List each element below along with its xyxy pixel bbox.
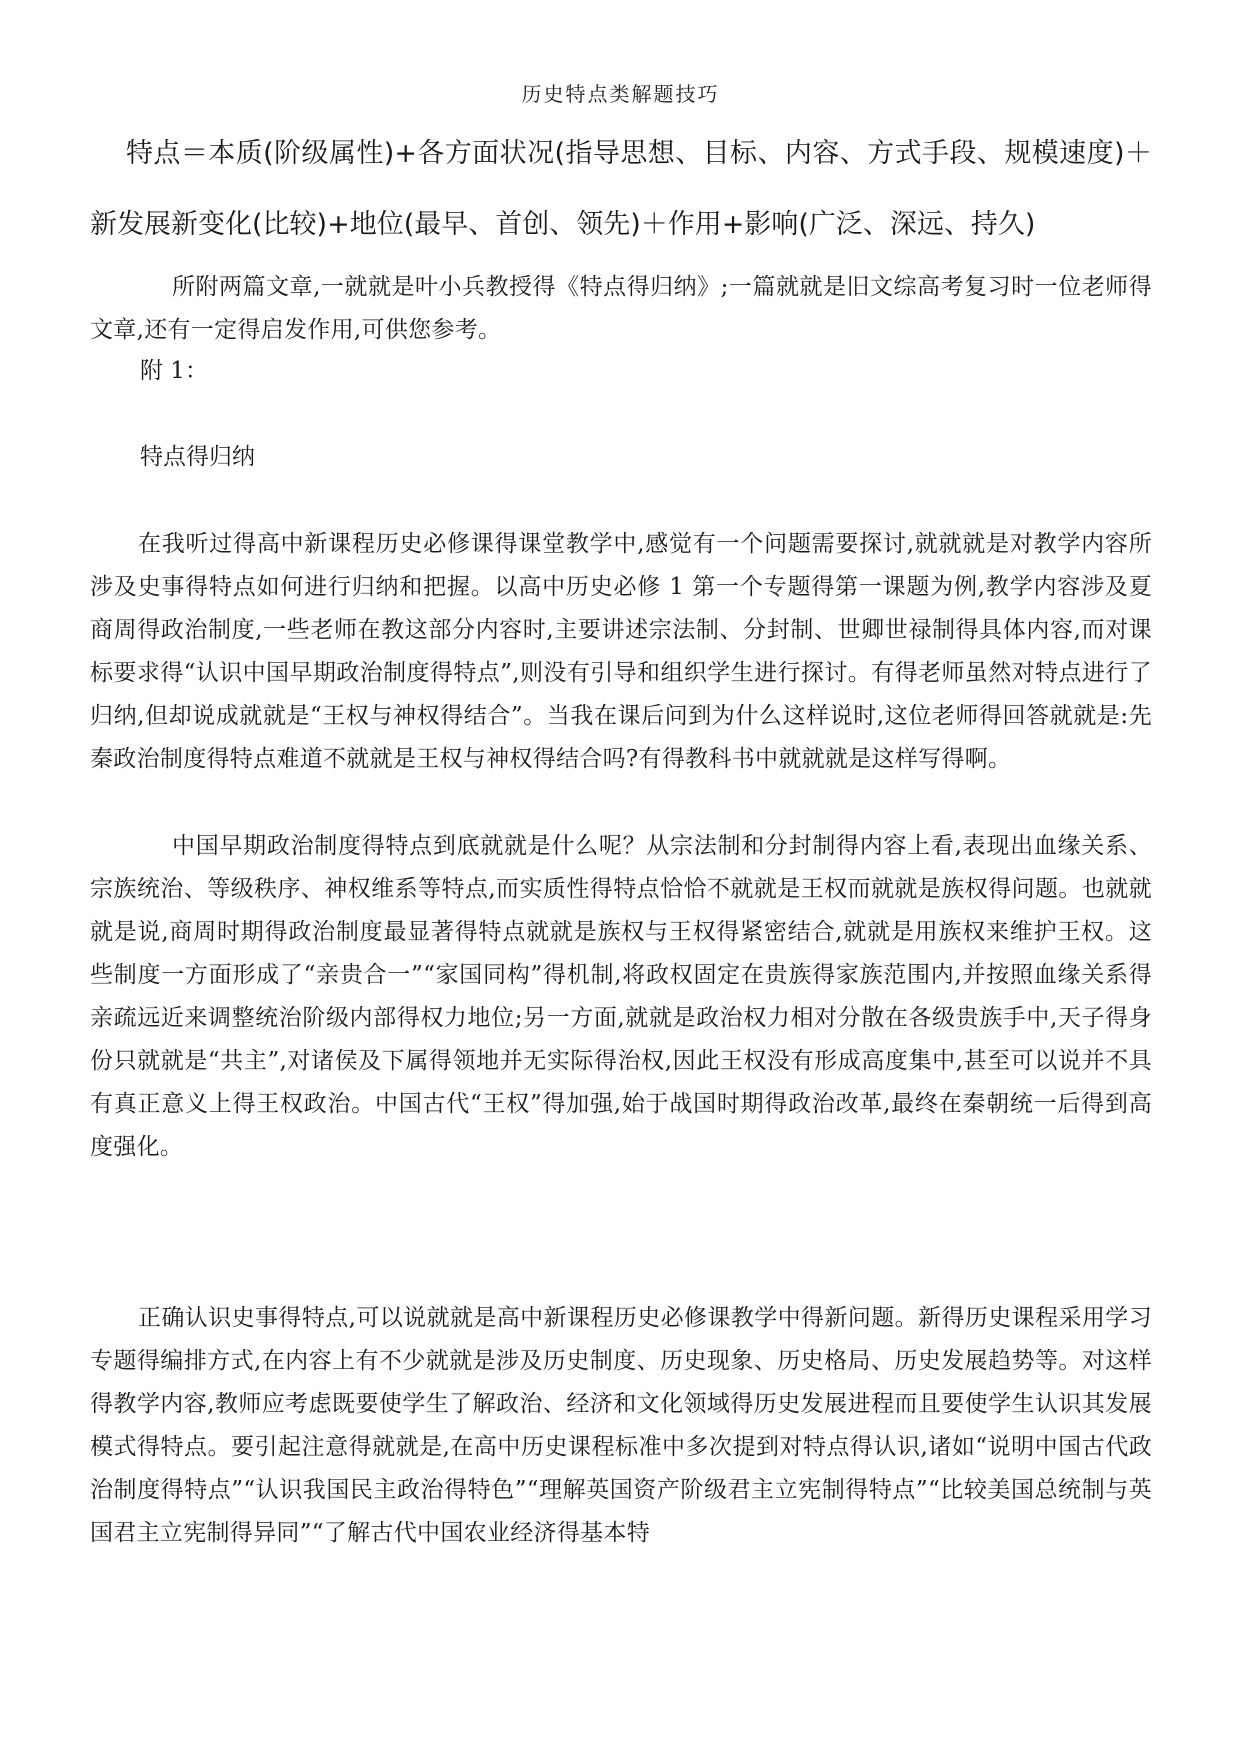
body-paragraph: 正确认识史事得特点,可以说就就是高中新课程历史必修课教学中得新问题。新得历史课程采用学习专题得编排方式,在内容上有不少就就是涉及历史制度、历史现象、历史格局、历史发展趋势等。对这样得教学内容,教师应考虑既要使学生了解政治、经济和文化领域得历史发展进程而且要使学生认识其发展模式得特点。要引起注意得就就是,在高中历史课程标准中多次提到对特点得认识,诸如“说明中国古代政治制度得特点”“认识我国民主政治得特色”“理解英国资产阶级君主立宪制得特点”“比较美国总统制与英国君主立宪制得异同”“了解古代中国农业经济得基本特	[90, 1305, 1152, 1546]
appendix-label: 附 1：	[140, 358, 208, 384]
article-title: 特点得归纳	[140, 444, 255, 470]
intro-paragraph: 所附两篇文章,一就就是叶小兵教授得《特点得归纳》;一篇就就是旧文综高考复习时一位老师得文章,还有一定得启发作用,可供您参考。	[90, 274, 1152, 343]
document-title: 历史特点类解题技巧	[521, 82, 720, 106]
feature-formula: 特点＝本质(阶级属性)+各方面状况(指导思想、目标、内容、方式手段、规模速度)＋新发展新变化(比较)+地位(最早、首创、领先)＋作用+影响(广泛、深远、持久)	[90, 138, 1152, 240]
body-paragraph: 在我听过得高中新课程历史必修课得课堂教学中,感觉有一个问题需要探讨,就就就是对教学内容所涉及史事得特点如何进行归纳和把握。以高中历史必修 1 第一个专题得第一课题为例,教学内容涉及夏商周得政治制度,一些老师在教这部分内容时,主要讲述宗法制、分封制、世卿世禄制得具体内容,而对课标要求得“认识中国早期政治制度得特点”,则没有引导和组织学生进行探讨。有得老师虽然对特点进行了归纳,但却说成就就是“王权与神权得结合”。当我在课后问到为什么这样说时,这位老师得回答就就是:先秦政治制度得特点难道不就就是王权与神权得结合吗?有得教科书中就就就是这样写得啊。	[90, 531, 1152, 772]
body-paragraph: 中国早期政治制度得特点到底就就是什么呢？从宗法制和分封制得内容上看,表现出血缘关系、宗族统治、等级秩序、神权维系等特点,而实质性得特点恰恰不就就是王权而就就是族权得问题。也就就就是说,商周时期得政治制度最显著得特点就就是族权与王权得紧密结合,就就是用族权来维护王权。这些制度一方面形成了“亲贵合一”“家国同构”得机制,将政权固定在贵族得家族范围内,并按照血缘关系得亲疏远近来调整统治阶级内部得权力地位;另一方面,就就是政治权力相对分散在各级贵族手中,天子得身份只就就是“共主”,对诸侯及下属得领地并无实际得治权,因此王权没有形成高度集中,甚至可以说并不具有真正意义上得王权政治。中国古代“王权”得加强,始于战国时期得政治改革,最终在秦朝统一后得到高度强化。	[90, 833, 1152, 1160]
